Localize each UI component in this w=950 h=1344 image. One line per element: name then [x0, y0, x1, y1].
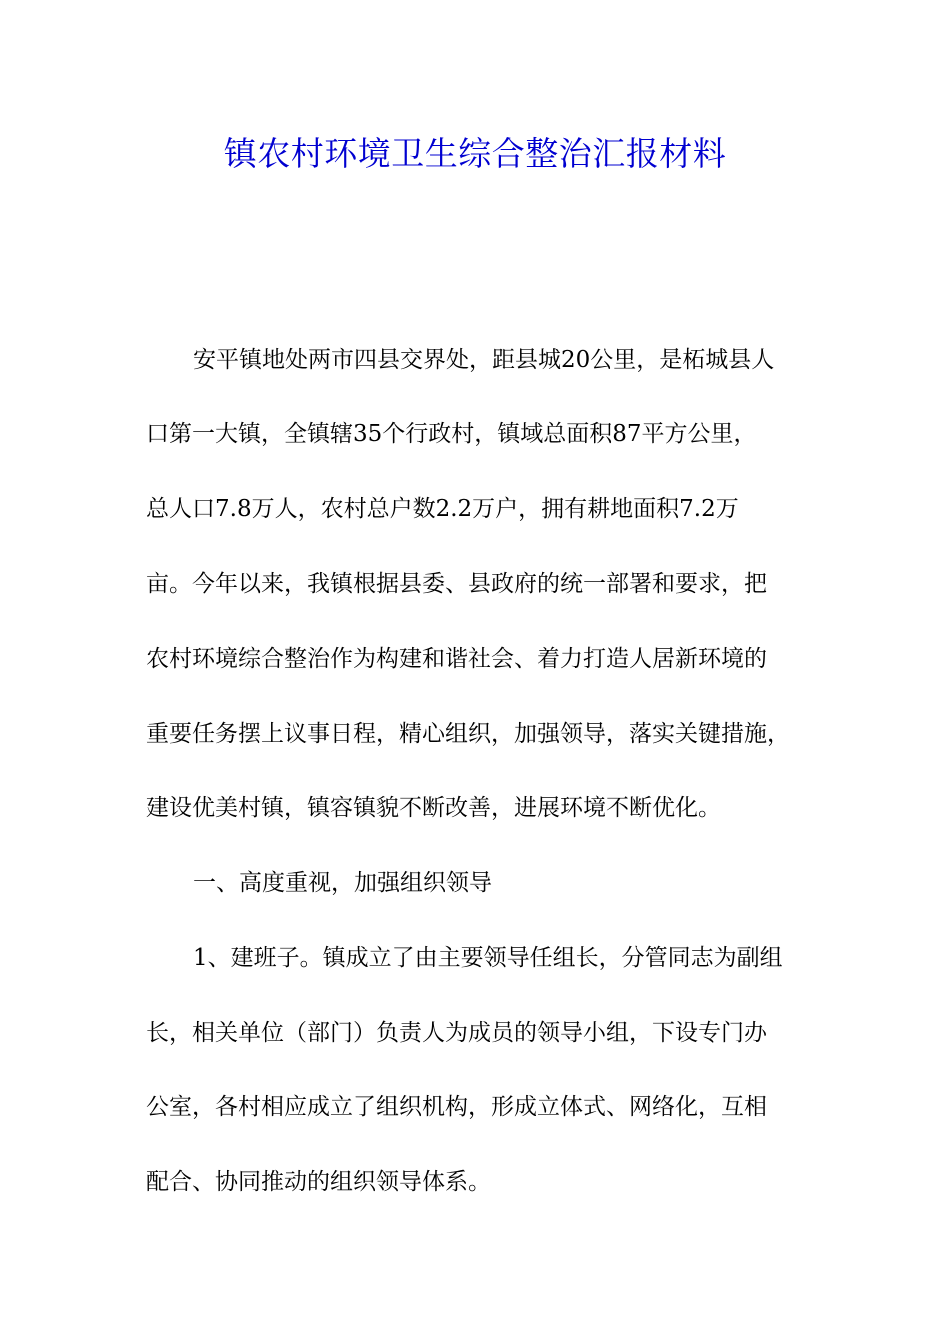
paragraph-line: 亩。今年以来，我镇根据县委、县政府的统一部署和要求，把: [146, 571, 767, 597]
paragraph-line: 安平镇地处两市四县交界处，距县城20公里，是柘城县人: [193, 347, 775, 373]
document-title: 镇农村环境卫生综合整治汇报材料: [223, 134, 727, 173]
paragraph-line: 农村环境综合整治作为构建和谐社会、着力打造人居新环境的: [146, 646, 767, 672]
paragraph-line: 长，相关单位（部门）负责人为成员的领导小组，下设专门办: [146, 1020, 767, 1046]
paragraph-line: 1、建班子。镇成立了由主要领导任组长，分管同志为副组: [193, 945, 783, 971]
paragraph-line: 总人口7.8万人，农村总户数2.2万户，拥有耕地面积7.2万: [146, 496, 739, 522]
paragraph-line: 配合、协同推动的组织领导体系。: [146, 1169, 491, 1195]
paragraph-line: 建设优美村镇，镇容镇貌不断改善，进展环境不断优化。: [146, 795, 721, 821]
section-heading: 一、高度重视，加强组织领导: [193, 870, 492, 896]
paragraph-line: 口第一大镇，全镇辖35个行政村，镇域总面积87平方公里，: [146, 421, 757, 447]
paragraph-line: 公室，各村相应成立了组织机构，形成立体式、网络化，互相: [146, 1094, 767, 1120]
paragraph-line: 重要任务摆上议事日程，精心组织，加强领导，落实关键措施，: [146, 721, 790, 747]
